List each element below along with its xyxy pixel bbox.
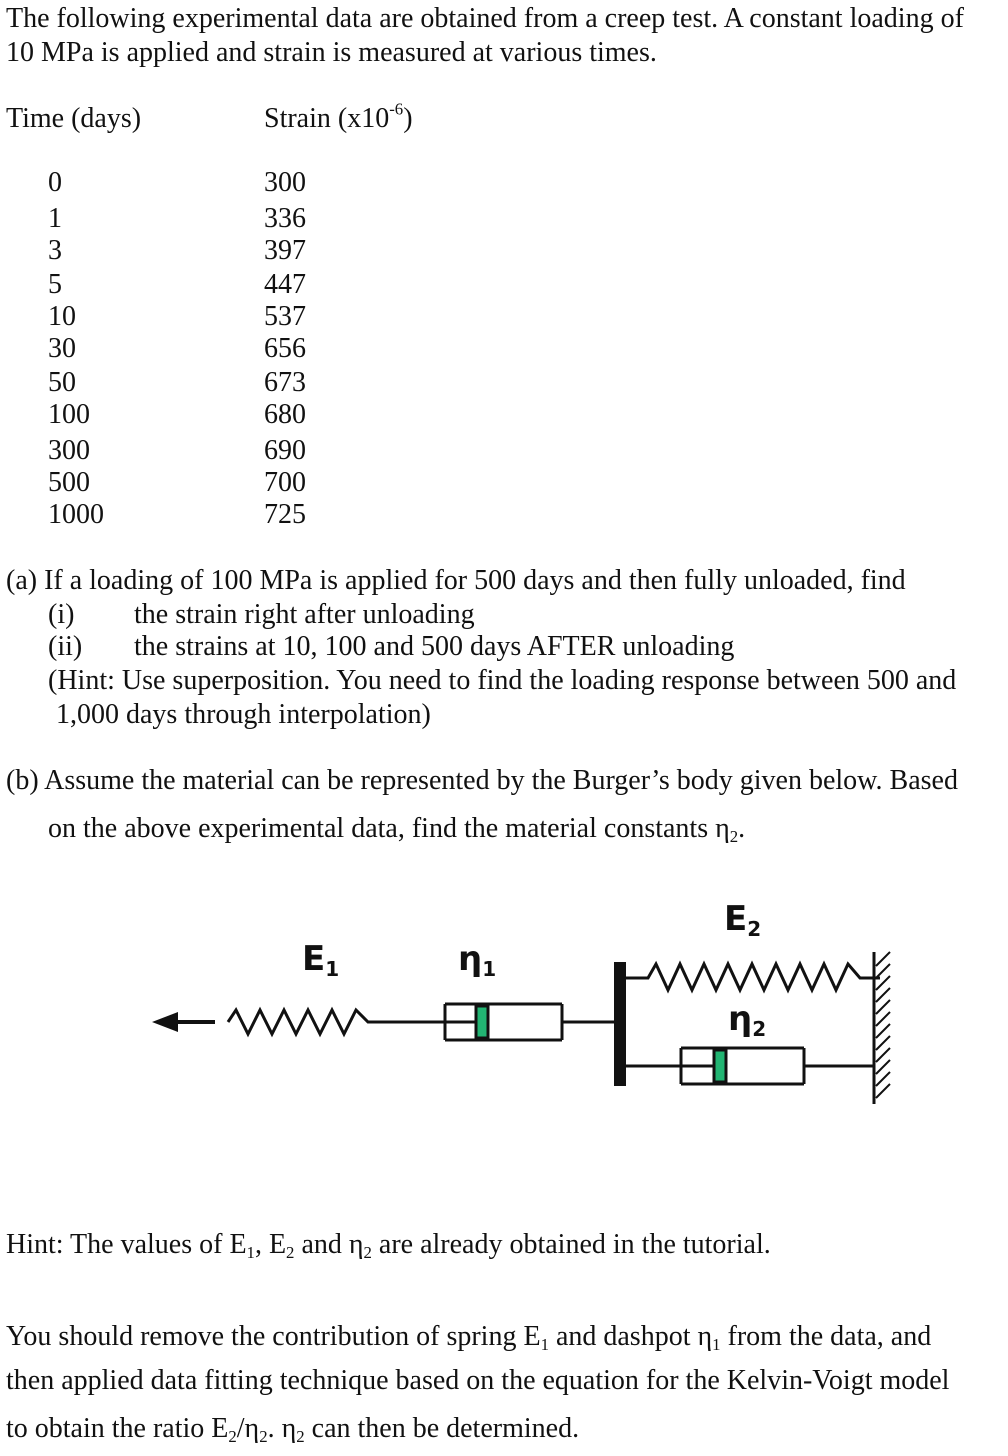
time-cell: 5 (48, 269, 62, 300)
time-cell: 500 (48, 467, 90, 498)
part-a-lead: (a) If a loading of 100 MPa is applied for 500 days and then fully unloaded, find (6, 565, 906, 596)
final-line-2: then applied data fitting technique based on the equation for the Kelvin-Voigt model (6, 1365, 950, 1396)
final-line-3: to obtain the ratio $E_2/\eta_2$. $\eta_2$ can then be determined. (6, 1413, 580, 1447)
intro-line-1: The following experimental data are obtained from a creep test. A constant loading of (6, 3, 964, 34)
strain-cell: 673 (264, 367, 306, 398)
load-arrow-head (152, 1012, 178, 1032)
strain-cell: 537 (264, 301, 306, 332)
time-cell: 300 (48, 435, 90, 466)
strain-cell: 680 (264, 399, 306, 430)
label-e1: E1 (302, 939, 340, 981)
spring-e2 (626, 964, 880, 990)
dashpot-eta2 (626, 1048, 874, 1084)
junction-bar (614, 962, 626, 1086)
time-cell: 30 (48, 333, 76, 364)
strain-cell: 336 (264, 203, 306, 234)
col-header-time: Time (days) (6, 103, 142, 134)
strain-cell: 447 (264, 269, 306, 300)
dashpot-eta1 (432, 1004, 618, 1040)
part-a-i-text: the strain right after unloading (134, 599, 475, 630)
strain-cell: 397 (264, 235, 306, 266)
time-cell: 100 (48, 399, 90, 430)
time-cell: 50 (48, 367, 76, 398)
strain-cell: 656 (264, 333, 306, 364)
time-cell: 0 (48, 167, 62, 198)
time-cell: 1000 (48, 499, 104, 530)
strain-cell: 725 (264, 499, 306, 530)
part-a-ii-number: (ii) (48, 631, 83, 662)
strain-cell: 690 (264, 435, 306, 466)
time-cell: 10 (48, 301, 76, 332)
col-header-strain: Strain $(x10^{-6})$ (264, 99, 413, 134)
spring-e1 (228, 1010, 432, 1034)
fixed-wall (874, 952, 890, 1104)
part-a-i-number: (i) (48, 599, 75, 630)
burgers-body-diagram (0, 890, 1008, 1130)
intro-line-2: 10 MPa is applied and strain is measured at various times. (6, 37, 657, 68)
strain-cell: 300 (264, 167, 306, 198)
part-a-hint-line-1: (Hint: Use superposition. You need to find the loading response between 500 and (48, 665, 957, 696)
hint-line: Hint: The values of $E_1$, $E_2$ and $\eta_2$ are already obtained in the tutorial. (6, 1229, 771, 1263)
final-line-1: You should remove the contribution of spring $E_1$ and dashpot $\eta_1$ from the data, and (6, 1321, 932, 1355)
label-eta2: η2 (728, 999, 767, 1041)
label-eta1: η1 (458, 939, 497, 981)
time-cell: 3 (48, 235, 62, 266)
label-e2: E2 (724, 899, 762, 941)
part-b-line-1: (b) Assume the material can be represented by the Burger’s body given below. Based (6, 765, 958, 796)
part-b-line-2: on the above experimental data, find the material constants $\eta_2$. (48, 813, 746, 847)
strain-cell: 700 (264, 467, 306, 498)
part-a-hint-line-2: 1,000 days through interpolation) (56, 699, 431, 730)
part-a-ii-text: the strains at 10, 100 and 500 days AFTER unloading (134, 631, 735, 662)
time-cell: 1 (48, 203, 62, 234)
